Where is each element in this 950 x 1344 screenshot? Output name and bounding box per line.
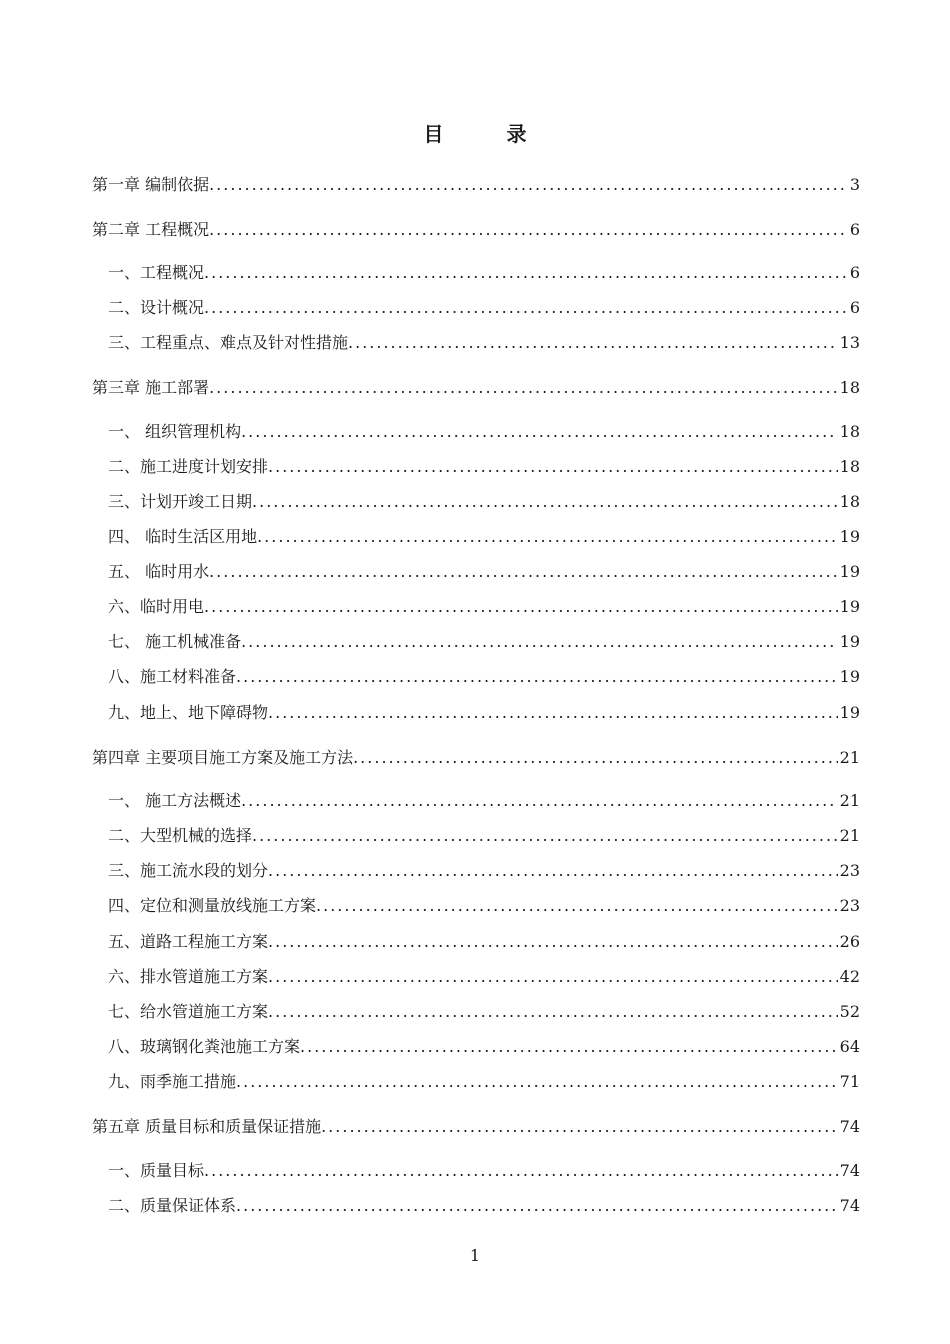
- toc-section-entry[interactable]: [108, 860, 860, 882]
- page-number: 1: [469, 1246, 481, 1265]
- toc-chapter-entry[interactable]: [92, 219, 860, 241]
- toc-entry-page-number: 74: [839, 1117, 860, 1136]
- toc-entry-page-number: 6: [849, 263, 860, 282]
- dot-leader: [204, 262, 848, 284]
- toc-entry-label: 一、质量目标: [108, 1161, 205, 1180]
- dot-leader: [348, 332, 838, 354]
- toc-entry-label: 七、给水管道施工方案: [108, 1002, 269, 1021]
- dot-leader: [268, 860, 838, 882]
- toc-entry-page-number: 19: [839, 667, 860, 686]
- toc-entry-page-number: 19: [839, 597, 860, 616]
- toc-entry-label: 第五章 质量目标和质量保证措施: [92, 1117, 322, 1136]
- toc-chapter-entry[interactable]: [92, 377, 860, 399]
- toc-entry-label: 第三章 施工部署: [92, 378, 210, 397]
- toc-entry-page-number: 74: [839, 1196, 860, 1215]
- dot-leader: [209, 377, 838, 399]
- toc-section-entry[interactable]: [108, 332, 860, 354]
- toc-entry-page-number: 21: [839, 748, 860, 767]
- toc-entry-label: 九、地上、地下障碍物: [108, 703, 269, 722]
- toc-entry-label: 七、 施工机械准备: [108, 632, 242, 651]
- toc-section-entry[interactable]: [108, 456, 860, 478]
- toc-entry-label: 五、 临时用水: [108, 562, 210, 581]
- toc-entry-page-number: 23: [839, 861, 860, 880]
- toc-entry-page-number: 64: [839, 1037, 860, 1056]
- toc-entry-label: 三、施工流水段的划分: [108, 861, 269, 880]
- toc-entry-page-number: 74: [839, 1161, 860, 1180]
- toc-entry-label: 六、临时用电: [108, 597, 205, 616]
- toc-entry-page-number: 3: [849, 175, 860, 194]
- toc-entry-page-number: 42: [839, 967, 860, 986]
- toc-entry-label: 一、 组织管理机构: [108, 422, 242, 441]
- toc-title: 目 录: [423, 122, 555, 146]
- toc-entry-label: 四、定位和测量放线施工方案: [108, 896, 317, 915]
- toc-section-entry[interactable]: [108, 1195, 860, 1217]
- dot-leader: [257, 526, 838, 548]
- toc-section-entry[interactable]: [108, 262, 860, 284]
- toc-entry-label: 六、排水管道施工方案: [108, 967, 269, 986]
- dot-leader: [268, 456, 838, 478]
- dot-leader: [236, 1195, 838, 1217]
- toc-entry-label: 九、雨季施工措施: [108, 1072, 237, 1091]
- toc-section-entry[interactable]: [108, 790, 860, 812]
- toc-entry-page-number: 6: [849, 298, 860, 317]
- toc-entry-page-number: 52: [839, 1002, 860, 1021]
- toc-section-entry[interactable]: [108, 666, 860, 688]
- toc-entry-label: 一、 施工方法概述: [108, 791, 242, 810]
- toc-entry-page-number: 18: [839, 378, 860, 397]
- toc-entry-page-number: 23: [839, 896, 860, 915]
- toc-entry-page-number: 19: [839, 703, 860, 722]
- toc-entry-label: 第二章 工程概况: [92, 220, 210, 239]
- toc-section-entry[interactable]: [108, 1001, 860, 1023]
- toc-chapter-entry[interactable]: [92, 174, 860, 196]
- dot-leader: [204, 596, 838, 618]
- toc-entry-label: 二、设计概况: [108, 298, 205, 317]
- toc-section-entry[interactable]: [108, 1036, 860, 1058]
- toc-chapter-entry[interactable]: [92, 1116, 860, 1138]
- dot-leader: [209, 219, 848, 241]
- toc-entry-page-number: 6: [849, 220, 860, 239]
- dot-leader: [300, 1036, 838, 1058]
- toc-section-entry[interactable]: [108, 931, 860, 953]
- toc-section-entry[interactable]: [108, 966, 860, 988]
- dot-leader: [209, 174, 848, 196]
- dot-leader: [321, 1116, 838, 1138]
- toc-section-entry[interactable]: [108, 491, 860, 513]
- dot-leader: [204, 1160, 838, 1182]
- toc-entry-page-number: 71: [839, 1072, 860, 1091]
- toc-section-entry[interactable]: [108, 1160, 860, 1182]
- toc-entry-label: 一、工程概况: [108, 263, 205, 282]
- toc-section-entry[interactable]: [108, 526, 860, 548]
- toc-entry-label: 二、施工进度计划安排: [108, 457, 269, 476]
- toc-entry-label: 三、计划开竣工日期: [108, 492, 253, 511]
- toc-entry-page-number: 13: [839, 333, 860, 352]
- dot-leader: [204, 297, 848, 319]
- dot-leader: [316, 895, 838, 917]
- toc-entry-page-number: 18: [839, 457, 860, 476]
- dot-leader: [241, 790, 838, 812]
- toc-entry-label: 第一章 编制依据: [92, 175, 210, 194]
- toc-entry-label: 第四章 主要项目施工方案及施工方法: [92, 748, 354, 767]
- toc-section-entry[interactable]: [108, 421, 860, 443]
- dot-leader: [268, 966, 838, 988]
- dot-leader: [209, 561, 838, 583]
- toc-section-entry[interactable]: [108, 561, 860, 583]
- dot-leader: [268, 931, 838, 953]
- dot-leader: [353, 747, 838, 769]
- toc-entry-label: 二、质量保证体系: [108, 1196, 237, 1215]
- toc-entry-page-number: 18: [839, 492, 860, 511]
- toc-section-entry[interactable]: [108, 702, 860, 724]
- toc-section-entry[interactable]: [108, 825, 860, 847]
- dot-leader: [268, 1001, 838, 1023]
- toc-entry-page-number: 21: [839, 826, 860, 845]
- dot-leader: [252, 491, 838, 513]
- toc-entry-page-number: 21: [839, 791, 860, 810]
- toc-section-entry[interactable]: [108, 1071, 860, 1093]
- dot-leader: [236, 666, 838, 688]
- dot-leader: [236, 1071, 838, 1093]
- dot-leader: [241, 421, 838, 443]
- toc-entry-label: 八、玻璃钢化粪池施工方案: [108, 1037, 301, 1056]
- toc-section-entry[interactable]: [108, 631, 860, 653]
- dot-leader: [252, 825, 838, 847]
- toc-section-entry[interactable]: [108, 297, 860, 319]
- toc-entry-page-number: 19: [839, 632, 860, 651]
- toc-entry-page-number: 19: [839, 562, 860, 581]
- toc-entry-label: 五、道路工程施工方案: [108, 932, 269, 951]
- toc-chapter-entry[interactable]: [92, 747, 860, 769]
- toc-entry-page-number: 19: [839, 527, 860, 546]
- toc-section-entry[interactable]: [108, 895, 860, 917]
- toc-entry-page-number: 26: [839, 932, 860, 951]
- dot-leader: [241, 631, 838, 653]
- toc-entry-label: 三、工程重点、难点及针对性措施: [108, 333, 349, 352]
- toc-section-entry[interactable]: [108, 596, 860, 618]
- toc-entry-label: 四、 临时生活区用地: [108, 527, 258, 546]
- toc-entry-label: 二、大型机械的选择: [108, 826, 253, 845]
- dot-leader: [268, 702, 838, 724]
- toc-entry-label: 八、施工材料准备: [108, 667, 237, 686]
- toc-entry-page-number: 18: [839, 422, 860, 441]
